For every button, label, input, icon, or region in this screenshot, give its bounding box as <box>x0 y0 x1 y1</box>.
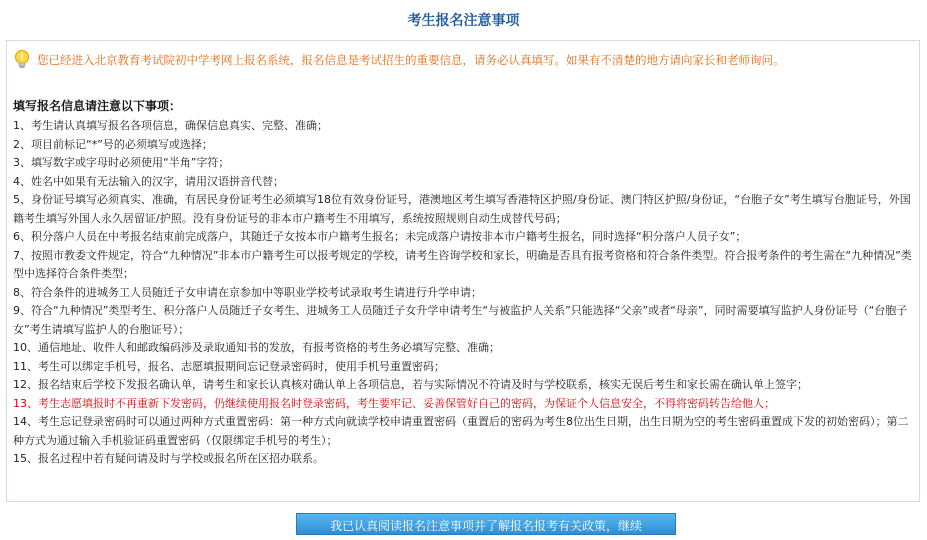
list-item: 4、姓名中如果有无法输入的汉字，请用汉语拼音代替； <box>13 174 284 188</box>
list-item: 15、报名过程中若有疑问请及时与学校或报名所在区招办联系。 <box>13 452 324 465</box>
instruction-list <box>13 117 913 469</box>
list-item: 2、项目前标记“*”号的必须填写或选择； <box>13 137 213 151</box>
notice-panel <box>6 40 920 502</box>
list-item-warning: 13、考生志愿填报时不再重新下发密码，仍继续使用报名时登录密码，考生要牢记、妥善保管好自己的密码，为保证个人信息安全，不得将密码转告给他人； <box>13 396 775 410</box>
lightbulb-icon <box>13 49 31 71</box>
list-item: 11、考生可以绑定手机号，报名、志愿填报期间忘记登录密码时，使用手机号重置密码； <box>13 359 445 373</box>
list-item: 7、按照市教委文件规定，符合“九种情况”非本市户籍考生可以报考规定的学校，请考生咨询学校和家长，明确是否具有报考资格和符合条件类型。符合报考条件的考生需在“九种情况”类型中选择符合条件类型； <box>13 248 912 280</box>
confirm-continue-button[interactable]: 我已认真阅读报名注意事项并了解报名报考有关政策，继续 <box>296 513 676 535</box>
list-item: 9、符合“九种情况”类型考生、积分落户人员随迁子女考生、进城务工人员随迁子女升学申请考生“与被监护人关系”只能选择“父亲”或者“母亲”，同时需要填写监护人身份证号（“台胞子女”考生请填写监护人的台胞证号）； <box>13 304 908 336</box>
list-item: 8、符合条件的进城务工人员随迁子女申请在京参加中等职业学校考试录取考生请进行升学申请； <box>13 285 482 299</box>
page-title: 考生报名注意事项 <box>407 13 520 29</box>
notice-banner <box>13 49 785 71</box>
section-title: 填写报名信息请注意以下事项： <box>13 99 182 113</box>
list-item: 12、报名结束后学校下发报名确认单，请考生和家长认真核对确认单上各项信息，若与实际情况不符请及时与学校联系，核实无误后考生和家长需在确认单上签字； <box>13 378 808 391</box>
list-item: 3、填写数字或字母时必须使用“半角”字符； <box>13 156 230 169</box>
list-item: 1、考生请认真填写报名各项信息，确保信息真实、完整、准确； <box>13 119 328 132</box>
list-item: 10、通信地址、收件人和邮政编码涉及录取通知书的发放，有报考资格的考生务必填写完整、准确； <box>13 341 500 354</box>
list-item: 5、身份证号填写必须真实、准确，有居民身份证考生必须填写18位有效身份证号，港澳地区考生填写香港特区护照/身份证、澳门特区护照/身份证，“台胞子女”考生填写台胞证号，外国籍考生填写外国人永久居留证/护照。没有身份证号的非本市户籍考生不用填写，系统按照规则自动生成替代号码； <box>13 193 911 225</box>
list-item: 14、考生忘记登录密码时可以通过两种方式重置密码：第一种方式向就读学校申请重置密码（重置后的密码为考生8位出生日期，出生日期为空的考生密码重置成下发的初始密码）；第二种方式为通过输入手机验证码重置密码（仅限绑定手机号的考生）； <box>13 415 909 447</box>
notice-text: 您已经进入北京教育考试院初中学考网上报名系统，报名信息是考试招生的重要信息，请务必认真填写。如果有不清楚的地方请向家长和老师询问。 <box>37 53 785 67</box>
list-item: 6、积分落户人员在中考报名结束前完成落户，其随迁子女按本市户籍考生报名；未完成落户请按非本市户籍考生报名，同时选择“积分落户人员子女”； <box>13 230 747 243</box>
